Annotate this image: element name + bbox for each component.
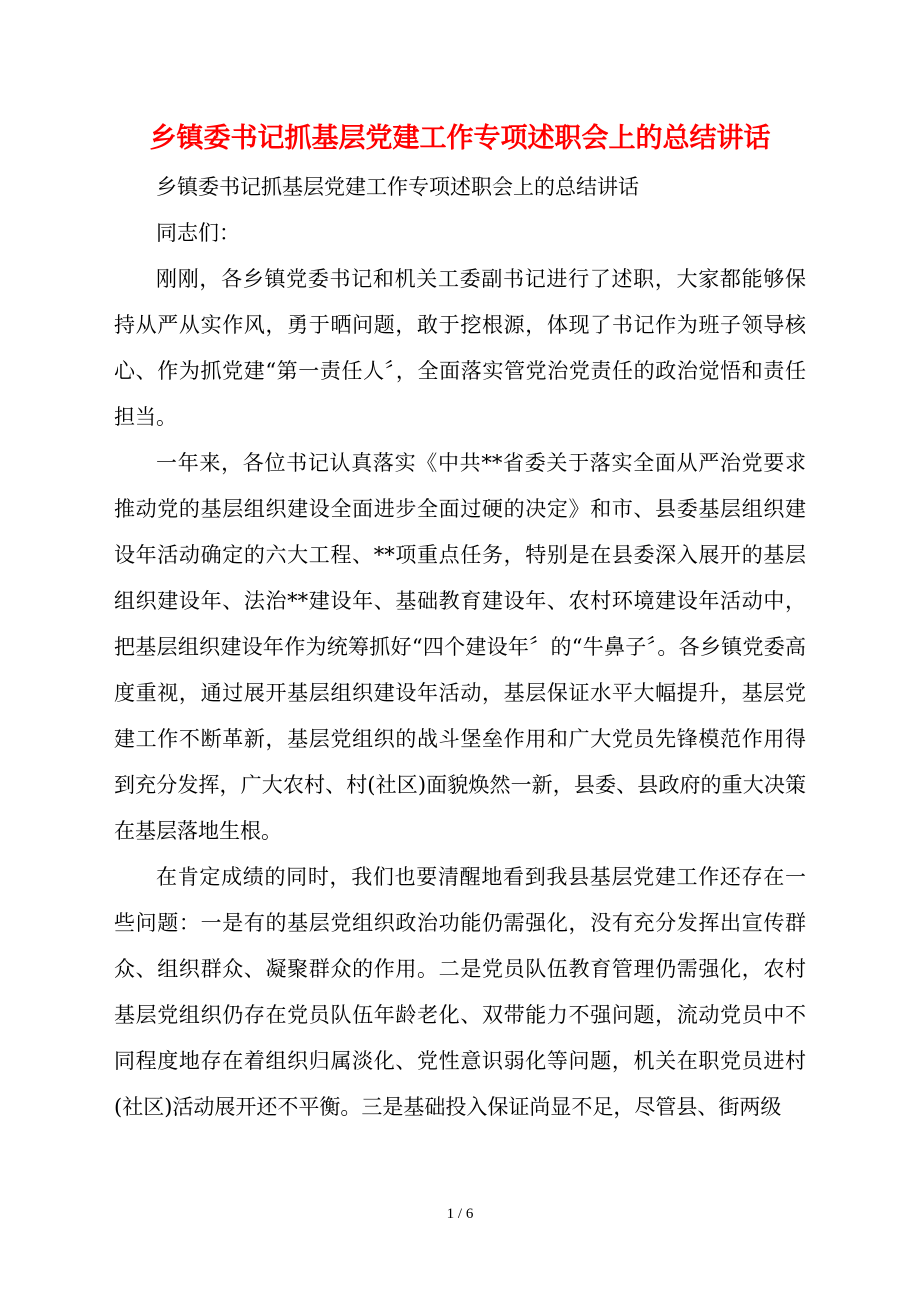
- document-body: [114, 164, 806, 1130]
- body-paragraph: 在肯定成绩的同时，我们也要清醒地看到我县基层党建工作还存在一些问题：一是有的基层党组织政治功能仍需强化，没有充分发挥出宣传群众、组织群众、凝聚群众的作用。二是党员队伍教育管理仍需强化，农村基层党组织仍存在党员队伍年龄老化、双带能力不强问题，流动党员中不同程度地存在着组织归属淡化、党性意识弱化等问题，机关在职党员进村(社区)活动展开还不平衡。三是基础投入保证尚显不足，尽管县、街两级: [114, 865, 806, 1119]
- document-title: 乡镇委书记抓基层党建工作专项述职会上的总结讲话: [149, 123, 771, 154]
- body-paragraph: 一年来，各位书记认真落实《中共**省委关于落实全面从严治党要求推动党的基层组织建设全面进步全面过硬的决定》和市、县委基层组织建设年活动确定的六大工程、**项重点任务，特别是在县委深入展开的基层组织建设年、法治**建设年、基础教育建设年、农村环境建设年活动中，把基层组织建设年作为统筹抓好“四个建设年〞的“牛鼻子〞。各乡镇党委高度重视，通过展开基层组织建设年活动，基层保证水平大幅提升，基层党建工作不断革新，基层党组织的战斗堡垒作用和广大党员先锋模范作用得到充分发挥，广大农村、村(社区)面貌焕然一新，县委、县政府的重大决策在基层落地生根。: [114, 451, 806, 843]
- page-number: 1 / 6: [446, 1206, 474, 1222]
- salutation-paragraph: 同志们：: [156, 221, 240, 245]
- body-paragraph: 刚刚，各乡镇党委书记和机关工委副书记进行了述职，大家都能够保持从严从实作风，勇于晒问题，敢于挖根源，体现了书记作为班子领导核心、作为抓党建“第一责任人〞，全面落实管党治党责任的政治觉悟和责任担当。: [114, 267, 806, 429]
- subtitle-paragraph: 乡镇委书记抓基层党建工作专项述职会上的总结讲话: [156, 175, 639, 199]
